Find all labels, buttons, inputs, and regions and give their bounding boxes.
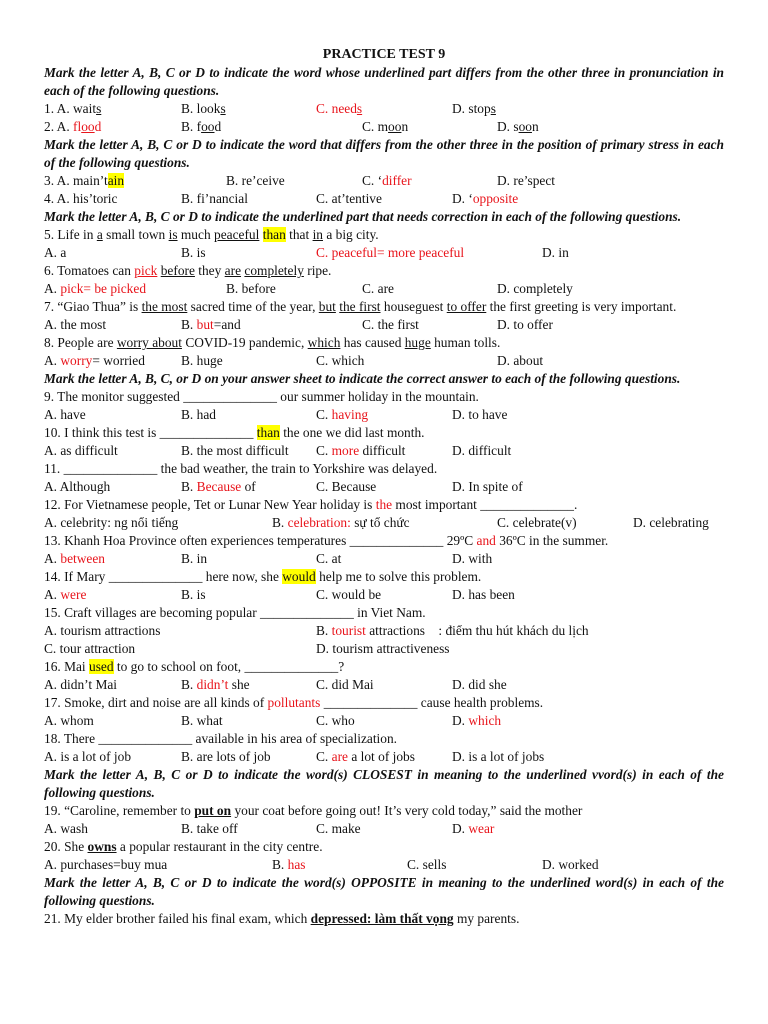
q19-option-a[interactable]: A. wash bbox=[44, 821, 88, 836]
question-19-stem: 19. “Caroline, remember to put on your coat before going out! It’s very cold today,” said the mother bbox=[44, 803, 583, 818]
question-19-options bbox=[44, 820, 724, 838]
q20-option-c[interactable]: C. sells bbox=[407, 857, 447, 872]
q11-option-d[interactable]: D. In spite of bbox=[452, 479, 523, 494]
q17-option-a[interactable]: A. whom bbox=[44, 713, 94, 728]
q20-option-b[interactable]: B. has bbox=[272, 857, 306, 872]
page-title: PRACTICE TEST 9 bbox=[322, 47, 446, 62]
q14-option-b[interactable]: B. is bbox=[181, 587, 206, 602]
q6-option-a[interactable]: A. pick= be picked bbox=[44, 281, 147, 296]
q8-option-a[interactable]: A. worry= worried bbox=[44, 353, 145, 368]
q8-option-d[interactable]: D. about bbox=[497, 353, 544, 368]
q9-option-d[interactable]: D. to have bbox=[452, 407, 508, 422]
q20-option-d[interactable]: D. worked bbox=[542, 857, 599, 872]
q3-option-c[interactable]: C. ‘differ bbox=[362, 173, 412, 188]
question-6-options bbox=[44, 280, 724, 298]
q7-option-c[interactable]: C. the first bbox=[362, 317, 419, 332]
q9-option-b[interactable]: B. had bbox=[181, 407, 216, 422]
question-14-options bbox=[44, 586, 724, 604]
q7-option-b[interactable]: B. but=and bbox=[181, 317, 241, 332]
q14-option-d[interactable]: D. has been bbox=[452, 587, 515, 602]
q18-option-d[interactable]: D. is a lot of jobs bbox=[452, 749, 545, 764]
q9-option-c[interactable]: C. having bbox=[316, 407, 369, 422]
q12-option-b[interactable]: B. celebration: sự tổ chức bbox=[272, 515, 410, 530]
q15-option-b[interactable]: B. tourist attractions : điểm thu hút khách du lịch bbox=[316, 623, 589, 638]
q3-option-b[interactable]: B. re’ceive bbox=[226, 173, 285, 188]
q10-option-d[interactable]: D. difficult bbox=[452, 443, 512, 458]
q18-option-b[interactable]: B. are lots of job bbox=[181, 749, 271, 764]
q12-option-a[interactable]: A. celebrity: ng nổi tiếng bbox=[44, 515, 179, 530]
instruction-pronunciation: Mark the letter A, B, C or D to indicate the word whose underlined part differs from the other three in pronunciation in each of the following questions. bbox=[44, 65, 724, 98]
question-5-stem: 5. Life in a small town is much peaceful than that in a big city. bbox=[44, 227, 379, 242]
q10-option-a[interactable]: A. as difficult bbox=[44, 443, 118, 458]
q6-option-c[interactable]: C. are bbox=[362, 281, 394, 296]
q2-option-a[interactable]: 2. A. flood bbox=[44, 119, 102, 134]
q1-option-b[interactable]: B. looks bbox=[181, 101, 226, 116]
question-15-stem: 15. Craft villages are becoming popular ______________ in Viet Nam. bbox=[44, 605, 426, 620]
question-3 bbox=[44, 172, 724, 190]
question-8-stem: 8. People are worry about COVID-19 pandemic, which has caused huge human tolls. bbox=[44, 335, 501, 350]
q1-option-c[interactable]: C. needs bbox=[316, 101, 363, 116]
q14-option-c[interactable]: C. would be bbox=[316, 587, 382, 602]
q20-option-a[interactable]: A. purchases=buy mua bbox=[44, 857, 168, 872]
q14-option-a[interactable]: A. were bbox=[44, 587, 87, 602]
question-14-stem: 14. If Mary ______________ here now, she would help me to solve this problem. bbox=[44, 569, 482, 584]
q4-option-a[interactable]: 4. A. his’toric bbox=[44, 191, 118, 206]
worksheet bbox=[44, 46, 724, 928]
question-16-stem: 16. Mai used to go to school on foot, ______________? bbox=[44, 659, 345, 674]
q13-option-d[interactable]: D. with bbox=[452, 551, 493, 566]
question-21-stem: 21. My elder brother failed his final exam, which depressed: làm thất vọng my parents. bbox=[44, 911, 520, 926]
q13-option-a[interactable]: A. between bbox=[44, 551, 105, 566]
q3-option-a[interactable]: 3. A. main’tain bbox=[44, 173, 125, 188]
q18-option-c[interactable]: C. are a lot of jobs bbox=[316, 749, 415, 764]
q6-option-d[interactable]: D. completely bbox=[497, 281, 573, 296]
question-11-options bbox=[44, 478, 724, 496]
q17-option-d[interactable]: D. which bbox=[452, 713, 502, 728]
q1-option-d[interactable]: D. stops bbox=[452, 101, 496, 116]
question-7-stem: 7. “Giao Thua” is the most sacred time of the year, but the first houseguest to offer the first greeting is very important. bbox=[44, 299, 677, 314]
question-20-stem: 20. She owns a popular restaurant in the city centre. bbox=[44, 839, 323, 854]
q12-option-d[interactable]: D. celebrating bbox=[633, 515, 709, 530]
question-10-stem: 10. I think this test is ______________ than the one we did last month. bbox=[44, 425, 425, 440]
question-13-stem: 13. Khanh Hoa Province often experiences temperatures ______________ 29ºC and 36ºC in the summer. bbox=[44, 533, 609, 548]
q10-option-b[interactable]: B. the most difficult bbox=[181, 443, 289, 458]
q13-option-b[interactable]: B. in bbox=[181, 551, 208, 566]
q15-option-d[interactable]: D. tourism attractiveness bbox=[316, 641, 450, 656]
q1-option-a[interactable]: 1. A. waits bbox=[44, 101, 102, 116]
question-7-options bbox=[44, 316, 724, 334]
q9-option-a[interactable]: A. have bbox=[44, 407, 86, 422]
question-20-options bbox=[44, 856, 724, 874]
q7-option-d[interactable]: D. to offer bbox=[497, 317, 553, 332]
q12-option-c[interactable]: C. celebrate(v) bbox=[497, 515, 577, 530]
q11-option-b[interactable]: B. Because of bbox=[181, 479, 256, 494]
q19-option-d[interactable]: D. wear bbox=[452, 821, 495, 836]
q19-option-c[interactable]: C. make bbox=[316, 821, 361, 836]
q17-option-c[interactable]: C. who bbox=[316, 713, 355, 728]
instruction-correction: Mark the letter A, B, C or D to indicate the underlined part that needs correction in each of the following questions. bbox=[44, 209, 682, 224]
q18-option-a[interactable]: A. is a lot of job bbox=[44, 749, 132, 764]
question-10-options bbox=[44, 442, 724, 460]
q2-option-d[interactable]: D. soon bbox=[497, 119, 539, 134]
q16-option-c[interactable]: C. did Mai bbox=[316, 677, 374, 692]
q5-option-d[interactable]: D. in bbox=[542, 245, 569, 260]
question-15-options-row2 bbox=[44, 640, 724, 658]
question-1 bbox=[44, 100, 724, 118]
q4-option-c[interactable]: C. at’tentive bbox=[316, 191, 382, 206]
q16-option-b[interactable]: B. didn’t she bbox=[181, 677, 250, 692]
question-13-options bbox=[44, 550, 724, 568]
q16-option-a[interactable]: A. didn’t Mai bbox=[44, 677, 118, 692]
question-17-options bbox=[44, 712, 724, 730]
q8-option-b[interactable]: B. huge bbox=[181, 353, 223, 368]
question-12-options bbox=[44, 514, 724, 532]
question-18-stem: 18. There ______________ available in his area of specialization. bbox=[44, 731, 398, 746]
question-8-options bbox=[44, 352, 724, 370]
instruction-opposite: Mark the letter A, B, C or D to indicate the word(s) OPPOSITE in meaning to the underlined word(s) in each of the following questions. bbox=[44, 875, 724, 908]
q19-option-b[interactable]: B. take off bbox=[181, 821, 238, 836]
instruction-closest: Mark the letter A, B, C or D to indicate the word(s) CLOSEST in meaning to the underlined vvord(s) in each of the following questions. bbox=[44, 767, 724, 800]
q17-option-b[interactable]: B. what bbox=[181, 713, 223, 728]
q2-option-b[interactable]: B. food bbox=[181, 119, 222, 134]
q6-option-b[interactable]: B. before bbox=[226, 281, 276, 296]
q4-option-b[interactable]: B. fi’nancial bbox=[181, 191, 248, 206]
question-15-options-row1 bbox=[44, 622, 724, 640]
question-6-stem: 6. Tomatoes can pick before they are completely ripe. bbox=[44, 263, 332, 278]
question-17-stem: 17. Smoke, dirt and noise are all kinds of pollutants ______________ cause health problems. bbox=[44, 695, 544, 710]
q2-option-c[interactable]: C. moon bbox=[362, 119, 409, 134]
q11-option-a[interactable]: A. Although bbox=[44, 479, 111, 494]
q5-option-b[interactable]: B. is bbox=[181, 245, 206, 260]
question-11-stem: 11. ______________ the bad weather, the train to Yorkshire was delayed. bbox=[44, 461, 438, 476]
q3-option-d[interactable]: D. re’spect bbox=[497, 173, 556, 188]
question-16-options bbox=[44, 676, 724, 694]
q7-option-a[interactable]: A. the most bbox=[44, 317, 107, 332]
q13-option-c[interactable]: C. at bbox=[316, 551, 342, 566]
q8-option-c[interactable]: C. which bbox=[316, 353, 365, 368]
q5-option-c[interactable]: C. peaceful= more peaceful bbox=[316, 245, 465, 260]
q5-option-a[interactable]: A. a bbox=[44, 245, 67, 260]
q4-option-d[interactable]: D. ‘opposite bbox=[452, 191, 519, 206]
question-9-stem: 9. The monitor suggested ______________ our summer holiday in the mountain. bbox=[44, 389, 479, 404]
q16-option-d[interactable]: D. did she bbox=[452, 677, 507, 692]
instruction-correct-answer: Mark the letter A, B, C, or D on your answer sheet to indicate the correct answer to each of the following questions. bbox=[44, 371, 681, 386]
question-18-options bbox=[44, 748, 724, 766]
q15-option-a[interactable]: A. tourism attractions bbox=[44, 623, 161, 638]
question-4 bbox=[44, 190, 724, 208]
q11-option-c[interactable]: C. Because bbox=[316, 479, 377, 494]
question-9-options bbox=[44, 406, 724, 424]
question-5-options bbox=[44, 244, 724, 262]
q15-option-c[interactable]: C. tour attraction bbox=[44, 641, 136, 656]
q10-option-c[interactable]: C. more difficult bbox=[316, 443, 406, 458]
instruction-stress: Mark the letter A, B, C or D to indicate the word that differs from the other three in the position of primary stress in each of the following questions. bbox=[44, 137, 724, 170]
question-2 bbox=[44, 118, 724, 136]
question-12-stem: 12. For Vietnamese people, Tet or Lunar New Year holiday is the most important ______________. bbox=[44, 497, 578, 512]
